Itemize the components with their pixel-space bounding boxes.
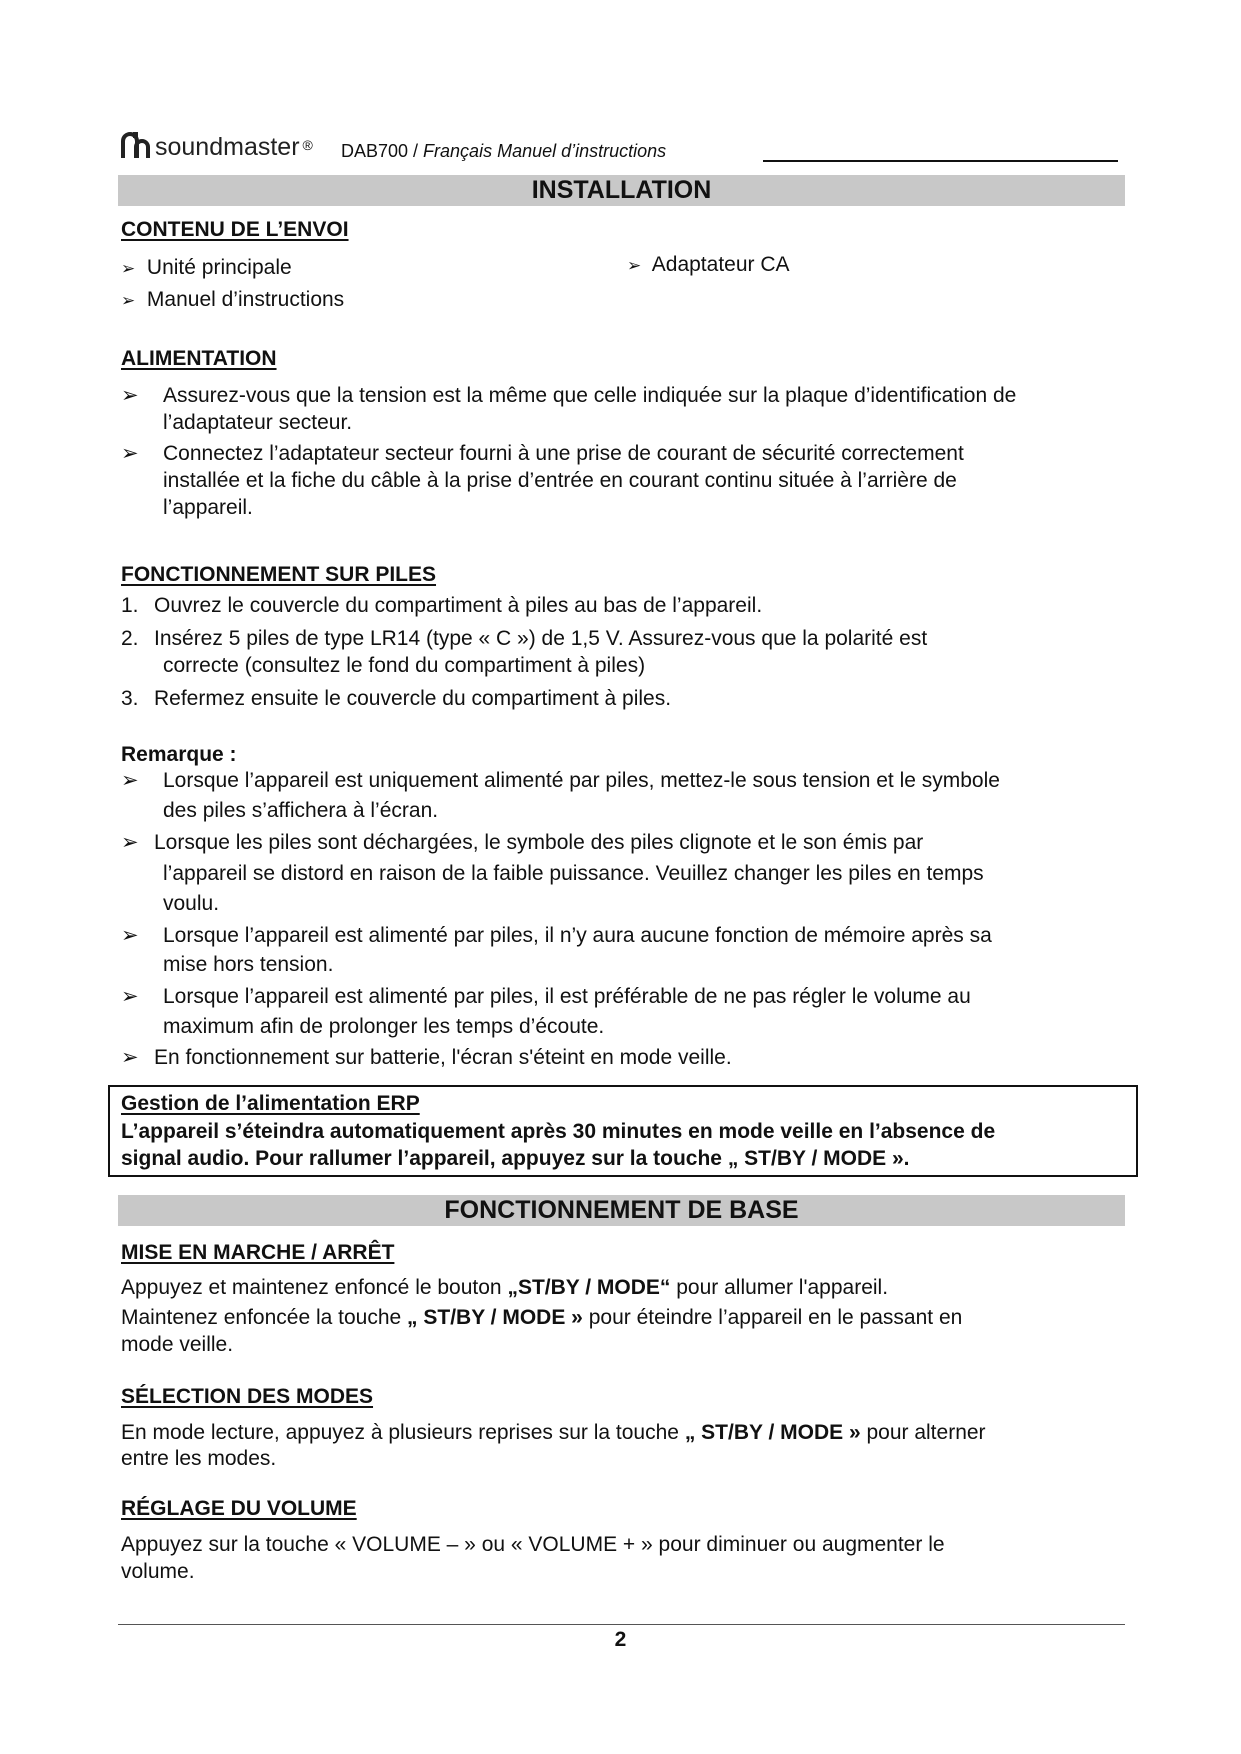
list-item-line: mise hors tension. xyxy=(163,953,334,976)
bullet-arrow-icon: ➢ xyxy=(121,831,139,854)
paragraph-line: mode veille. xyxy=(121,1333,234,1356)
list-item-line: l’adaptateur secteur. xyxy=(163,411,353,434)
list-item-line: voulu. xyxy=(163,892,220,915)
heading-contenu: CONTENU DE L’ENVOI xyxy=(121,218,349,241)
list-item-line: installée et la fiche du câble à la prise d’entrée en courant continu située à l’arrière de xyxy=(163,469,957,492)
manual-subtitle: Français Manuel d’instructions xyxy=(423,141,667,161)
header-rule xyxy=(763,160,1118,162)
heading-remarque: Remarque : xyxy=(121,743,237,766)
list-item-line: des piles s’affichera à l’écran. xyxy=(163,799,439,822)
paragraph-line: Appuyez sur la touche « VOLUME – » ou « VOLUME + » pour diminuer ou augmenter le xyxy=(121,1533,945,1556)
list-item-line: Assurez-vous que la tension est la même que celle indiquée sur la plaque d’identification de xyxy=(163,384,1017,407)
step-text: Ouvrez le couvercle du compartiment à piles au bas de l’appareil. xyxy=(154,594,763,617)
step-number: 2. xyxy=(121,627,139,650)
step-text: Refermez ensuite le couvercle du compartiment à piles. xyxy=(154,687,672,710)
heading-piles: FONCTIONNEMENT SUR PILES xyxy=(121,563,437,586)
list-item: ➢ Manuel d’instructions xyxy=(121,288,345,311)
bullet-arrow-icon: ➢ xyxy=(121,769,139,792)
model-line xyxy=(341,141,666,162)
list-item-line: l’appareil. xyxy=(163,496,253,519)
list-item-line: Lorsque l’appareil est alimenté par piles, il est préférable de ne pas régler le volume au xyxy=(163,985,971,1008)
list-item-line: Lorsque les piles sont déchargées, le symbole des piles clignote et le son émis par xyxy=(154,831,924,854)
section-band-base: FONCTIONNEMENT DE BASE xyxy=(118,1195,1125,1226)
bullet-arrow-icon: ➢ xyxy=(121,1046,139,1069)
step-text: correcte (consultez le fond du compartiment à piles) xyxy=(163,654,646,677)
paragraph-line: entre les modes. xyxy=(121,1447,277,1470)
registered-mark: ® xyxy=(302,137,313,153)
bullet-arrow-icon: ➢ xyxy=(121,291,136,310)
brand-name: soundmaster xyxy=(155,133,300,161)
brand-logo xyxy=(121,127,313,159)
heading-alimentation: ALIMENTATION xyxy=(121,347,277,370)
bullet-arrow-icon: ➢ xyxy=(121,259,136,278)
list-item: ➢ Unité principale xyxy=(121,256,292,279)
list-item-line: Lorsque l’appareil est alimenté par piles, il n’y aura aucune fonction de mémoire après sa xyxy=(163,924,992,947)
list-item-line: Connectez l’adaptateur secteur fourni à une prise de courant de sécurité correctement xyxy=(163,442,964,465)
bullet-arrow-icon: ➢ xyxy=(121,924,139,947)
list-item-line: maximum afin de prolonger les temps d’écoute. xyxy=(163,1015,605,1038)
heading-volume: RÉGLAGE DU VOLUME xyxy=(121,1497,357,1520)
heading-marche: MISE EN MARCHE / ARRÊT xyxy=(121,1241,395,1264)
bullet-arrow-icon: ➢ xyxy=(121,985,139,1008)
erp-line: signal audio. Pour rallumer l’appareil, appuyez sur la touche „ ST/BY / MODE ». xyxy=(121,1147,910,1170)
bullet-arrow-icon: ➢ xyxy=(627,256,642,275)
paragraph-line: volume. xyxy=(121,1560,195,1583)
heading-erp: Gestion de l’alimentation ERP xyxy=(121,1092,420,1115)
step-number: 3. xyxy=(121,687,139,710)
step-text: Insérez 5 piles de type LR14 (type « C ») de 1,5 V. Assurez-vous que la polarité est xyxy=(154,627,928,650)
paragraph-line: Maintenez enfoncée la touche „ ST/BY / MODE » pour éteindre l’appareil en le passant en xyxy=(121,1306,963,1329)
list-item-line: l’appareil se distord en raison de la faible puissance. Veuillez changer les piles en temps xyxy=(163,862,984,885)
erp-line: L’appareil s’éteindra automatiquement après 30 minutes en mode veille en l’absence de xyxy=(121,1120,996,1143)
list-item-line: En fonctionnement sur batterie, l'écran s'éteint en mode veille. xyxy=(154,1046,732,1069)
paragraph-line: Appuyez et maintenez enfoncé le bouton „ST/BY / MODE“ pour allumer l'appareil. xyxy=(121,1276,889,1299)
heading-modes: SÉLECTION DES MODES xyxy=(121,1385,374,1408)
bullet-arrow-icon: ➢ xyxy=(121,442,139,465)
step-number: 1. xyxy=(121,594,139,617)
paragraph-line: En mode lecture, appuyez à plusieurs reprises sur la touche „ ST/BY / MODE » pour alterner xyxy=(121,1421,986,1444)
list-item-line: Lorsque l’appareil est uniquement alimenté par piles, mettez-le sous tension et le symbole xyxy=(163,769,1000,792)
model-name: DAB700 / xyxy=(341,141,424,161)
soundmaster-logo-icon xyxy=(121,132,151,159)
footer-rule xyxy=(118,1624,1125,1625)
list-item: ➢ Adaptateur CA xyxy=(627,253,790,276)
page-number: 2 xyxy=(614,1628,627,1651)
bullet-arrow-icon: ➢ xyxy=(121,384,139,407)
section-band-installation: INSTALLATION xyxy=(118,175,1125,206)
